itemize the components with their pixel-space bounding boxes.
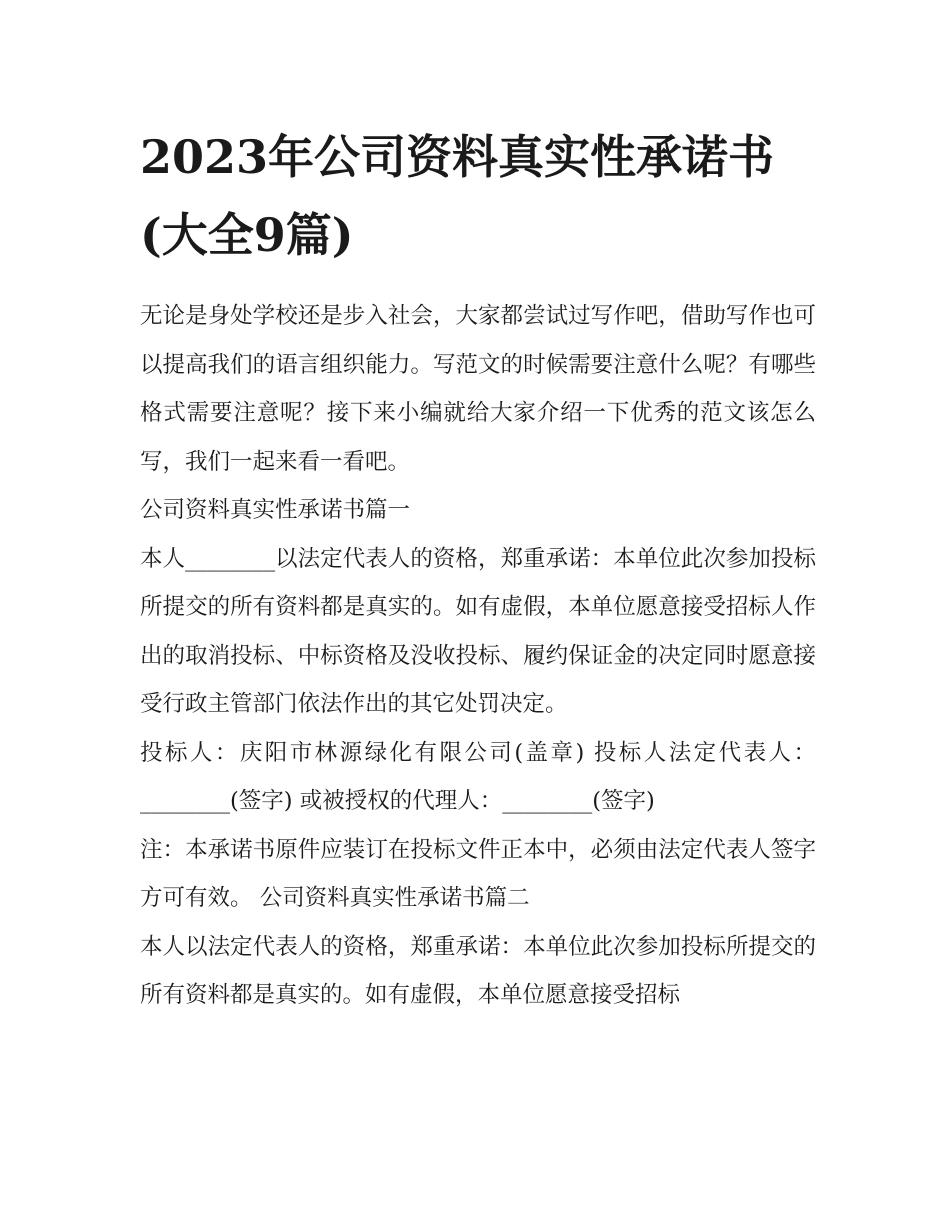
commitment-paragraph-2: 本人以法定代表人的资格，郑重承诺：本单位此次参加投标所提交的所有资料都是真实的。如有虚假，本单位愿意接受招标 <box>140 933 816 1008</box>
signature-block: 投标人：庆阳市林源绿化有限公司(盖章) 投标人法定代表人：________(签字) 或被授权的代理人：________(签字) <box>140 739 816 814</box>
note-paragraph: 注：本承诺书原件应装订在投标文件正本中，必须由法定代表人签字方可有效。 公司资料真实性承诺书篇二 <box>140 836 816 911</box>
section-heading-1: 公司资料真实性承诺书篇一 <box>140 497 411 523</box>
document-title: 2023年公司资料真实性承诺书(大全9篇) <box>140 130 775 262</box>
document-page <box>140 118 816 1020</box>
commitment-paragraph-1: 本人________以法定代表人的资格，郑重承诺：本单位此次参加投标所提交的所有资料都是真实的。如有虚假，本单位愿意接受招标人作出的取消投标、中标资格及没收投标、履约保证金的决定同时愿意接受行政主管部门依法作出的其它处罚决定。 <box>140 545 816 717</box>
intro-paragraph: 无论是身处学校还是步入社会，大家都尝试过写作吧，借助写作也可以提高我们的语言组织能力。写范文的时候需要注意什么呢？有哪些格式需要注意呢？接下来小编就给大家介绍一下优秀的范文该怎么写，我们一起来看一看吧。 <box>140 303 816 475</box>
